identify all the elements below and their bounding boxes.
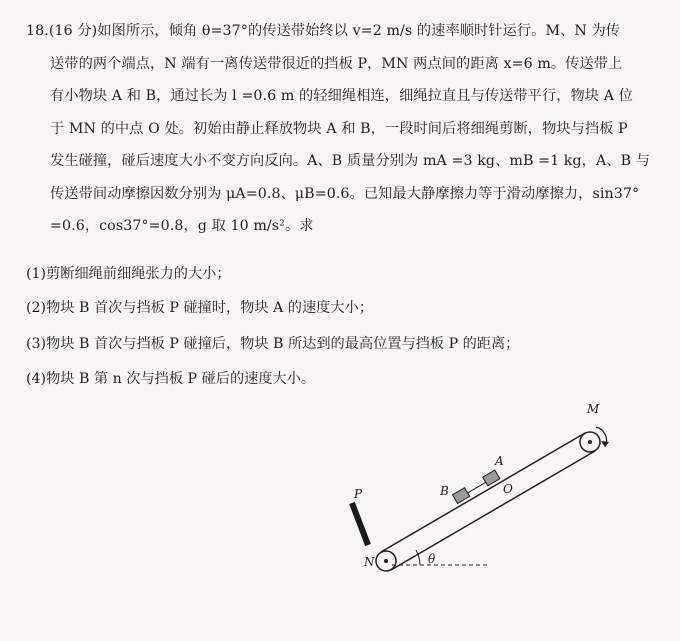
question-4: (4)物块 B 第 n 次与挡板 P 碰后的速度大小。 bbox=[26, 371, 316, 387]
label-M: M bbox=[587, 402, 600, 416]
problem-line: =0.6，cos37°=0.8，g 取 10 m/s²。求 bbox=[50, 218, 314, 234]
label-P: P bbox=[354, 487, 363, 501]
label-theta: θ bbox=[428, 552, 436, 566]
string bbox=[468, 482, 486, 493]
problem-line: 有小物块 A 和 B，通过长为 l =0.6 m 的轻细绳相连，细绳拉直且与传送带平行，物块 A 位 bbox=[50, 88, 633, 104]
roller-M-axle bbox=[588, 440, 592, 444]
rotation-arrowhead bbox=[601, 441, 609, 447]
belt-upper bbox=[381, 433, 585, 552]
problem-statement bbox=[26, 18, 666, 246]
problem-line: 18.(16 分)如图所示，倾角 θ=37°的传送带始终以 v=2 m/s 的速率顺时针运行。M、N 为传 bbox=[26, 23, 621, 39]
label-O: O bbox=[503, 482, 513, 496]
roller-N-axle bbox=[384, 559, 388, 563]
question-2: (2)物块 B 首次与挡板 P 碰撞时，物块 A 的速度大小； bbox=[26, 300, 373, 316]
problem-line: 于 MN 的中点 O 处。初始由静止释放物块 A 和 B，一段时间后将细绳剪断，物块与挡板 P bbox=[50, 120, 628, 137]
baffle-P bbox=[352, 503, 368, 545]
question-1: (1)剪断细绳前细绳张力的大小； bbox=[26, 266, 231, 282]
belt-lower bbox=[391, 451, 595, 570]
problem-line: 发生碰撞，碰后速度大小不变方向反向。A、B 质量分别为 mA =3 kg、mB =1 kg，A、B 与 bbox=[50, 153, 651, 169]
label-B: B bbox=[440, 484, 449, 498]
question-3: (3)物块 B 首次与挡板 P 碰撞后，物块 B 所达到的最高位置与挡板 P 的距离； bbox=[26, 336, 520, 352]
problem-line: 送带的两个端点，N 端有一离传送带很近的挡板 P，MN 两点间的距离 x=6 m。传送带上 bbox=[50, 55, 623, 72]
problem-line: 传送带间动摩擦因数分别为 μA=0.8、μB=0.6。已知最大静摩擦力等于滑动摩擦力，sin37° bbox=[50, 185, 640, 202]
label-A: A bbox=[495, 454, 504, 468]
angle-arc bbox=[416, 550, 420, 565]
label-N: N bbox=[364, 555, 375, 569]
conveyor-diagram bbox=[300, 385, 680, 641]
